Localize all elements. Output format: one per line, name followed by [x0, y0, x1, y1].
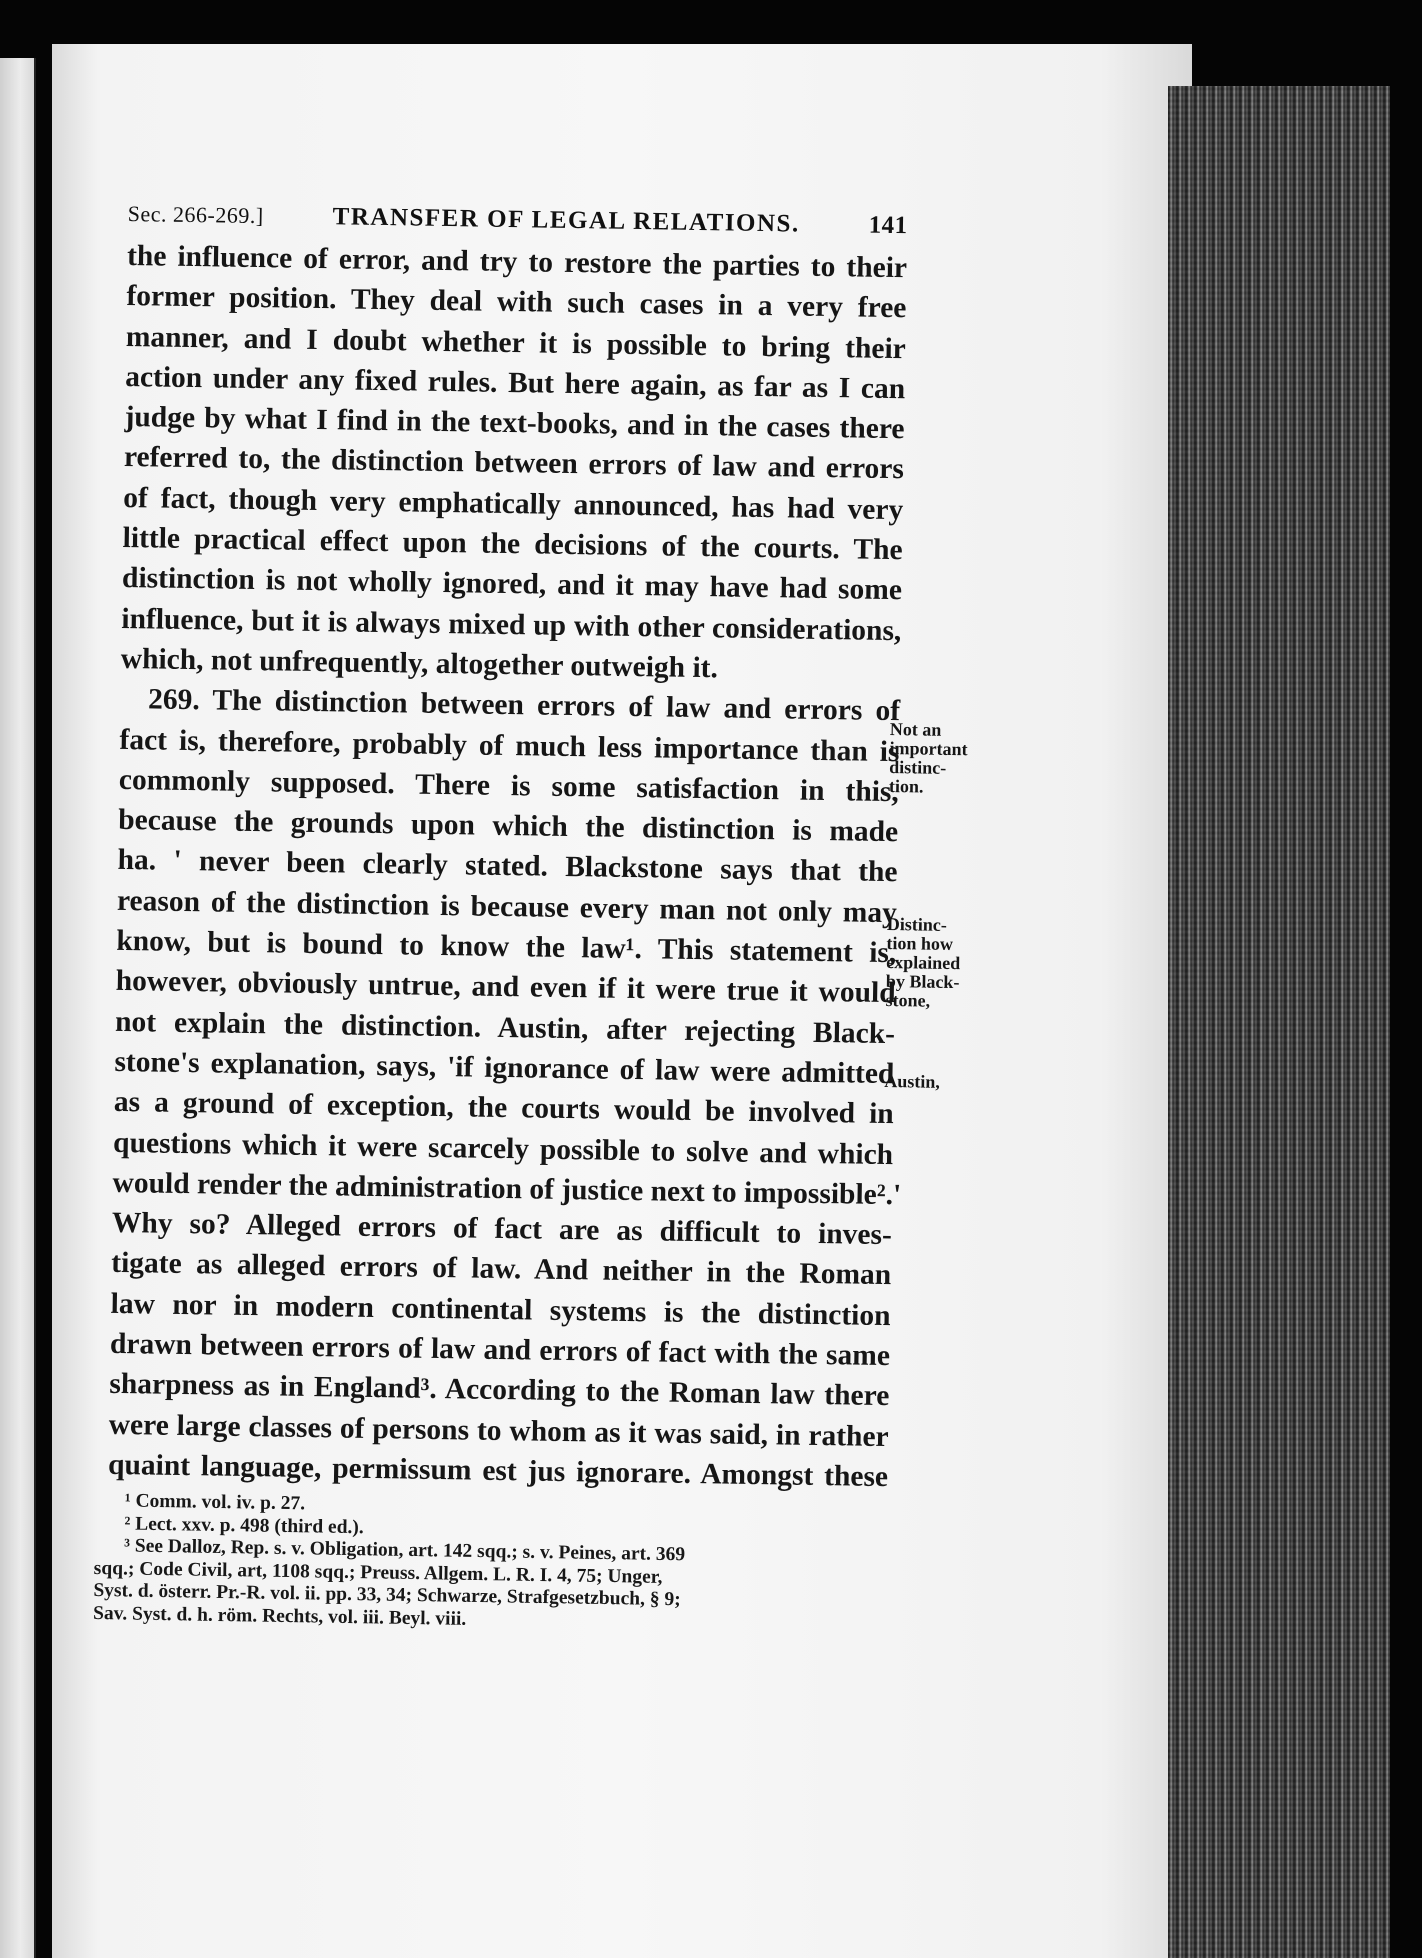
text-line: would render the administration of justice next to impossible².' [112, 1166, 902, 1212]
body-text [108, 236, 908, 1497]
text-line: tigate as alleged errors of law. And neither in the Roman [111, 1247, 892, 1292]
margin-note-blackstone [885, 915, 996, 1012]
margin-note-line: Distinc- [886, 913, 947, 935]
text-line: manner, and I doubt whether it is possible to bring their [125, 320, 907, 365]
text-line: reason of the distinction is because every man not only may [116, 884, 898, 929]
page-content [108, 200, 908, 1497]
text-line: sharpness as in England³. According to the Roman law there [109, 1368, 890, 1413]
text-line: commonly supposed. There is some satisfaction in this, [118, 763, 900, 809]
text-line: ha. ' never been clearly stated. Blackstone says that the [117, 844, 898, 889]
text-line: not explain the distinction. Austin, after rejecting Black- [114, 1005, 896, 1050]
text-line: because the grounds upon which the distinction is made [118, 804, 899, 849]
margin-note-line: stone, [885, 989, 931, 1011]
text-line: referred to, the distinction between errors of law and errors [123, 441, 905, 486]
text-line: were large classes of persons to whom as it was said, in rather [108, 1408, 889, 1453]
text-line: however, obviously untrue, and even if it were true it would [115, 965, 896, 1010]
text-line: as a ground of exception, the courts would be involved in [113, 1086, 894, 1131]
text-line: action under any fixed rules. But here again, as far as I can [124, 360, 906, 406]
footnote-3-continued: Syst. d. österr. Pr.-R. vol. ii. pp. 33, 34; Schwarze, Strafgesetzbuch, § 9; [93, 1579, 681, 1611]
text-line: quaint language, permissum est jus ignorare. Amongst these [107, 1448, 889, 1493]
text-line: fact is, therefore, probably of much less importance than is [119, 723, 900, 768]
margin-note-line: tion. [888, 775, 924, 797]
text-line: the influence of error, and try to restore the parties to their [126, 239, 908, 285]
footnotes [93, 1490, 895, 1638]
text-line: which, not unfrequently, altogether outweigh it. [120, 642, 719, 685]
margin-note-line: important [889, 737, 968, 760]
footnote-1: ¹ Comm. vol. iv. p. 27. [124, 1490, 306, 1515]
text-line: questions which it were scarcely possible to solve and which [112, 1126, 894, 1171]
margin-note-line: Austin, [884, 1070, 941, 1092]
section-reference: Sec. 266-269.] [127, 200, 264, 229]
text-line: drawn between errors of law and errors of fact with the same [109, 1327, 891, 1373]
text-line: know, but is bound to know the law¹. This statement is, [116, 924, 897, 970]
text-line: judge by what I find in the text-books, and in the cases there [124, 401, 905, 446]
footnote-2: ² Lect. xxv. p. 498 (third ed.). [124, 1512, 364, 1538]
page-number: 141 [868, 211, 908, 240]
text-line: former position. They deal with such cases in a very free [126, 280, 907, 325]
margin-note-line: Not an [889, 719, 942, 740]
text-line: Why so? Alleged errors of fact are as difficult to inves- [111, 1207, 893, 1252]
text-line: distinction is not wholly ignored, and it may have had some [121, 562, 903, 607]
margin-note-line: by Black- [885, 970, 960, 993]
footnote-3-continued: sqq.; Code Civil, art, 1108 sqq.; Preuss. Allgem. L. R. I. 4, 75; Unger, [93, 1557, 663, 1588]
text-line: of fact, though very emphatically announced, has had very [123, 481, 904, 526]
paragraph-number: 269. [147, 683, 201, 717]
margin-note-line: tion how [886, 932, 954, 955]
text-line: The distinction between errors of law and errors of [212, 684, 901, 728]
margin-note-line: distinc- [889, 756, 947, 778]
footnote-3-continued: Sav. Syst. d. h. röm. Rechts, vol. iii. Beyl. viii. [92, 1602, 467, 1630]
previous-page-edge [0, 58, 36, 1958]
text-line: law nor in modern continental systems is the distinction [110, 1287, 891, 1332]
text-line: little practical effect upon the decisions of the courts. The [122, 522, 903, 567]
book-page-edges [1168, 86, 1390, 1958]
running-title: TRANSFER OF LEGAL RELATIONS. [332, 203, 800, 238]
footnote-3: ³ See Dalloz, Rep. s. v. Obligation, art. 142 sqq.; s. v. Peines, art. 369 [123, 1535, 686, 1566]
text-line: influence, but it is always mixed up with other considerations, [121, 602, 902, 647]
text-line: stone's explanation, says, 'if ignorance of law were admitted [114, 1045, 895, 1091]
margin-note-not-important [889, 720, 1000, 798]
margin-note-austin [884, 1072, 994, 1093]
margin-note-line: explained [886, 951, 961, 974]
